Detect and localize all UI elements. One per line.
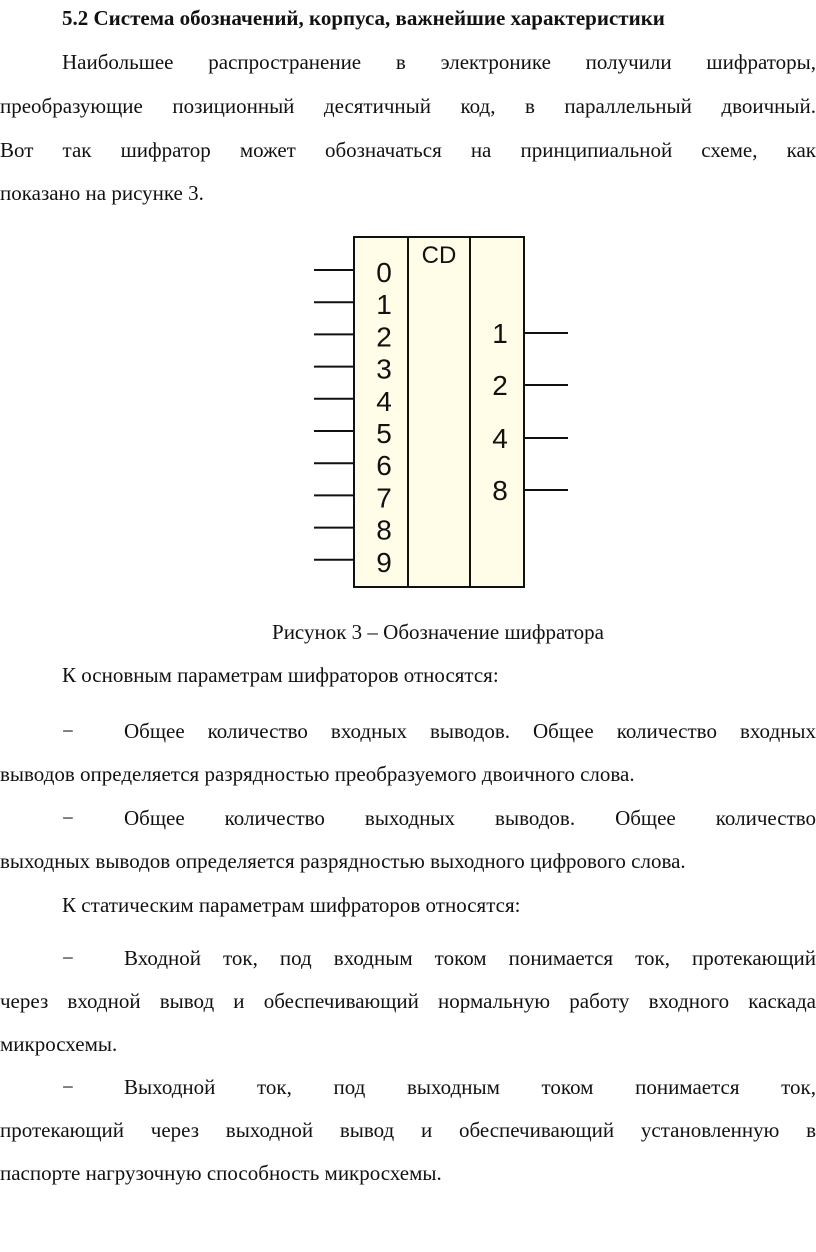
main-param-2-line-1: Общее количество выходных выводов. Общее количество — [124, 806, 816, 830]
input-pin-label: 1 — [376, 289, 392, 321]
input-pin-label: 8 — [376, 514, 392, 546]
main-param-2-line-2: выходных выводов определяется разрядностью выходного цифрового слова. — [0, 849, 686, 873]
intro-line-2: преобразующие позиционный десятичный код, в параллельный двоичный. — [0, 94, 816, 118]
input-pin-label: 0 — [376, 257, 392, 288]
intro-line-4: показано на рисунке 3. — [0, 181, 204, 205]
output-pin-label: 4 — [492, 423, 508, 454]
intro-line-1: Наибольшее распространение в электронике получили шифраторы, — [62, 50, 816, 74]
static-param-2-line-2: протекающий через выходной вывод и обеспечивающий установленную в — [0, 1118, 816, 1142]
input-pin-label: 3 — [376, 353, 392, 385]
main-param-1-line-2: выводов определяется разрядностью преобразуемого двоичного слова. — [0, 762, 635, 786]
input-pin-label: 7 — [376, 482, 392, 514]
static-param-2-line-1: Выходной ток, под выходным током понимается ток, — [124, 1075, 816, 1099]
encoder-inputs — [314, 257, 392, 578]
input-pin-label: 5 — [376, 418, 392, 449]
static-params-intro: К статическим параметрам шифраторов относятся: — [62, 893, 521, 917]
section-heading: 5.2 Система обозначений, корпуса, важнейшие характеристики — [62, 6, 665, 30]
static-param-1-line-3: микросхемы. — [0, 1032, 118, 1056]
static-param-1-line-2: через входной вывод и обеспечивающий нормальную работу входного каскада — [0, 989, 816, 1013]
static-param-1-line-1: Входной ток, под входным током понимается ток, протекающий — [124, 946, 816, 970]
static-param-2-line-3: паспорте нагрузочную способность микросхемы. — [0, 1161, 442, 1185]
list-dash: − — [62, 946, 74, 970]
output-pin-label: 8 — [492, 475, 508, 506]
list-dash: − — [62, 1075, 74, 1099]
input-pin-label: 6 — [376, 450, 392, 482]
encoder-symbol-label: CD — [421, 242, 457, 269]
list-dash: − — [62, 719, 74, 743]
main-param-1-line-1: Общее количество входных выводов. Общее количество входных — [124, 719, 816, 743]
input-pin-label: 2 — [376, 321, 392, 353]
encoder-symbol-figure — [300, 225, 580, 597]
main-params-intro: К основным параметрам шифраторов относятся: — [62, 663, 499, 687]
input-pin-label: 4 — [376, 385, 392, 417]
figure-caption: Рисунок 3 – Обозначение шифратора — [272, 620, 604, 644]
intro-line-3: Вот так шифратор может обозначаться на принципиальной схеме, как — [0, 138, 816, 162]
output-pin-label: 1 — [492, 318, 508, 349]
output-pin-label: 2 — [492, 370, 508, 401]
input-pin-label: 9 — [376, 546, 392, 578]
list-dash: − — [62, 806, 74, 830]
